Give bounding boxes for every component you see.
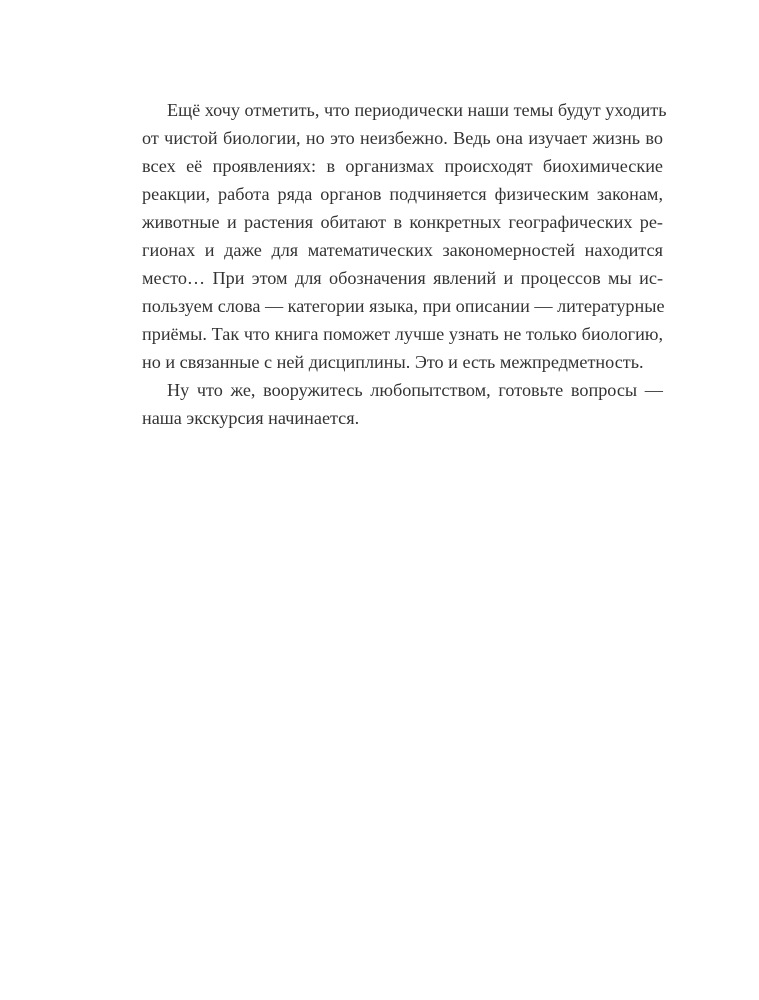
text-line: но и связанные с ней дисциплины. Это и есть межпредметность. (142, 352, 644, 372)
text-line: реакции, работа ряда органов подчиняется физическим законам, (142, 184, 663, 204)
page-body (117, 96, 667, 432)
text-line: наша экскурсия начинается. (142, 408, 360, 428)
text-line: место… При этом для обозначения явлений и процессов мы ис- (142, 268, 663, 288)
text-line: Ну что же, вооружитесь любопытством, готовьте вопросы — (167, 380, 663, 400)
text-line: животные и растения обитают в конкретных географических ре- (142, 212, 663, 232)
paragraph-interdisciplinarity (117, 96, 667, 376)
text-line: от чистой биологии, но это неизбежно. Ведь она изучает жизнь во (142, 128, 663, 148)
text-line: гионах и даже для математических закономерностей находится (142, 240, 663, 260)
text-line: приёмы. Так что книга поможет лучше узнать не только биологию, (142, 324, 663, 344)
text-line: всех её проявлениях: в организмах происходят биохимические (142, 156, 663, 176)
paragraph-excursion-begins (117, 376, 663, 432)
text-line: пользуем слова — категории языка, при описании — литературные (142, 296, 665, 316)
text-line: Ещё хочу отметить, что периодически наши темы будут уходить (167, 100, 667, 120)
